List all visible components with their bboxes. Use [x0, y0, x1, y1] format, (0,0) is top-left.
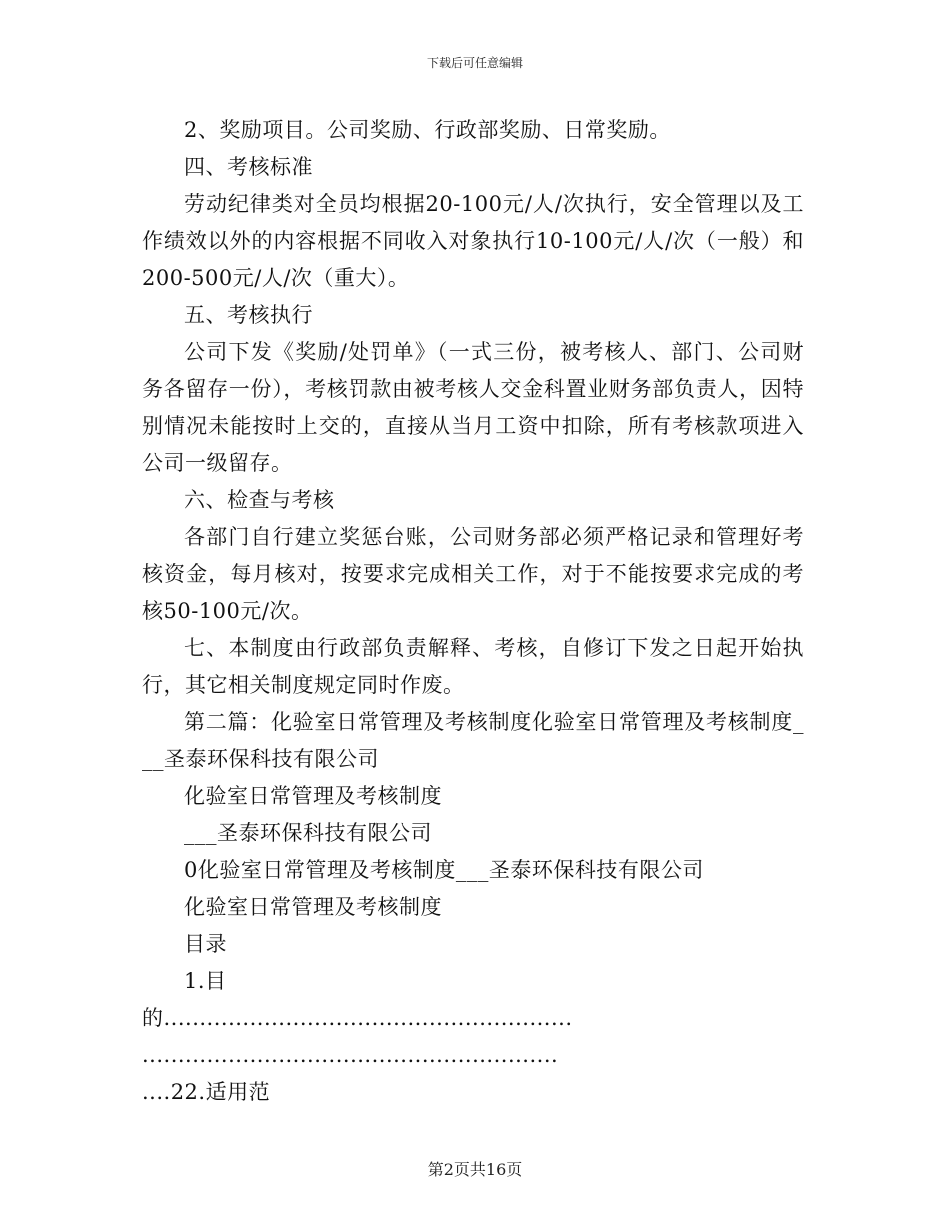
- toc-line: ..........................................................: [142, 1043, 559, 1067]
- heading-inspection: 六、检查与考核: [184, 488, 335, 512]
- toc-heading: 目录: [184, 932, 227, 956]
- paragraph-lab-title: 化验室日常管理及考核制度: [184, 784, 442, 808]
- paragraph-lab-title-repeat: 化验室日常管理及考核制度: [184, 895, 442, 919]
- paragraph-inspection: 各部门自行建立奖惩台账，公司财务部必须严格记录和管理好考核资金，每月核对，按要求完成相关工作，对于不能按要求完成的考核50-100元/次。: [142, 525, 804, 623]
- paragraph-lab-title-company: 0化验室日常管理及考核制度___圣泰环保科技有限公司: [184, 858, 704, 882]
- heading-assessment-execution: 五、考核执行: [184, 303, 313, 327]
- heading-assessment-standard: 四、考核标准: [184, 155, 313, 179]
- page-header-note: 下载后可任意编辑: [426, 56, 523, 70]
- toc-line: 的.........................................................: [142, 1006, 573, 1030]
- paragraph-assessment-standard: 劳动纪律类对全员均根据20-100元/人/次执行，安全管理以及工作绩效以外的内容根据不同收入对象执行10-100元/人/次（一般）和200-500元/人/次（重大）。: [142, 192, 804, 290]
- paragraph-company-name: ___圣泰环保科技有限公司: [184, 821, 432, 845]
- paragraph-interpretation: 七、本制度由行政部负责解释、考核，自修订下发之日起开始执行，其它相关制度规定同时作废。: [142, 636, 804, 697]
- paragraph-second-chapter: 第二篇：化验室日常管理及考核制度化验室日常管理及考核制度___圣泰环保科技有限公司: [142, 710, 804, 771]
- toc-item-purpose: 1.目: [184, 969, 227, 993]
- paragraph-assessment-execution: 公司下发《奖励/处罚单》（一式三份，被考核人、部门、公司财务各留存一份），考核罚款由被考核人交金科置业财务部负责人，因特别情况未能按时上交的，直接从当月工资中扣除，所有考核款项进入公司一级留存。: [142, 340, 804, 475]
- page-number-footer: 第2页共16页: [427, 1160, 523, 1179]
- document-body: [142, 112, 804, 1111]
- paragraph-reward-items: 2、奖励项目。公司奖励、行政部奖励、日常奖励。: [184, 118, 671, 142]
- toc-line: ....22.适用范: [142, 1080, 271, 1104]
